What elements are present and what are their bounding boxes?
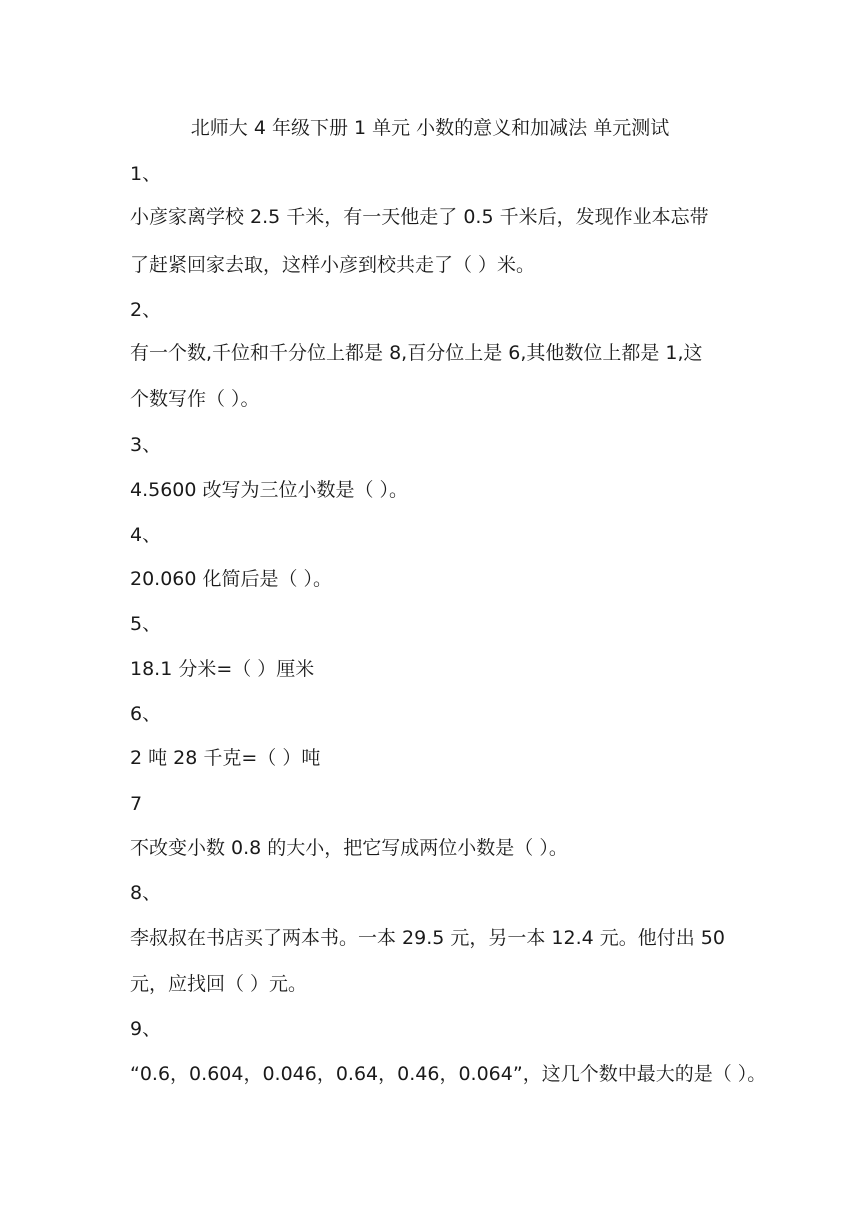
question-3-text: 4.5600 改写为三位小数是（ ）。 — [130, 479, 409, 501]
question-2-text-line-1: 有一个数,千位和千分位上都是 8,百分位上是 6,其他数位上都是 1,这 — [130, 342, 703, 364]
question-4-text: 20.060 化简后是（ ）。 — [130, 568, 333, 590]
question-4-number: 4、 — [130, 524, 162, 546]
question-5-text: 18.1 分米=（ ）厘米 — [130, 658, 315, 680]
question-9-text: “0.6，0.604，0.046，0.64，0.46，0.064”，这几个数中最大的是（ ）。 — [130, 1063, 767, 1085]
question-1-number: 1、 — [130, 163, 162, 185]
question-3-number: 3、 — [130, 434, 162, 456]
question-1-text-line-2: 了赶紧回家去取，这样小彦到校共走了（ ）米。 — [130, 254, 536, 276]
document-title: 北师大 4 年级下册 1 单元 小数的意义和加减法 单元测试 — [190, 117, 670, 139]
question-7-number: 7 — [130, 793, 143, 815]
question-8-text-line-2: 元，应找回（ ）元。 — [130, 973, 308, 995]
question-1-text-line-1: 小彦家离学校 2.5 千米，有一天他走了 0.5 千米后，发现作业本忘带 — [130, 206, 709, 228]
question-2-number: 2、 — [130, 299, 162, 321]
question-8-number: 8、 — [130, 882, 162, 904]
question-2-text-line-2: 个数写作（ ）。 — [130, 388, 260, 410]
question-6-text: 2 吨 28 千克=（ ）吨 — [130, 747, 321, 769]
question-6-number: 6、 — [130, 703, 162, 725]
question-8-text-line-1: 李叔叔在书店买了两本书。一本 29.5 元，另一本 12.4 元。他付出 50 — [130, 927, 725, 949]
question-7-text: 不改变小数 0.8 的大小，把它写成两位小数是（ ）。 — [130, 837, 568, 859]
question-5-number: 5、 — [130, 613, 162, 635]
question-9-number: 9、 — [130, 1018, 162, 1040]
